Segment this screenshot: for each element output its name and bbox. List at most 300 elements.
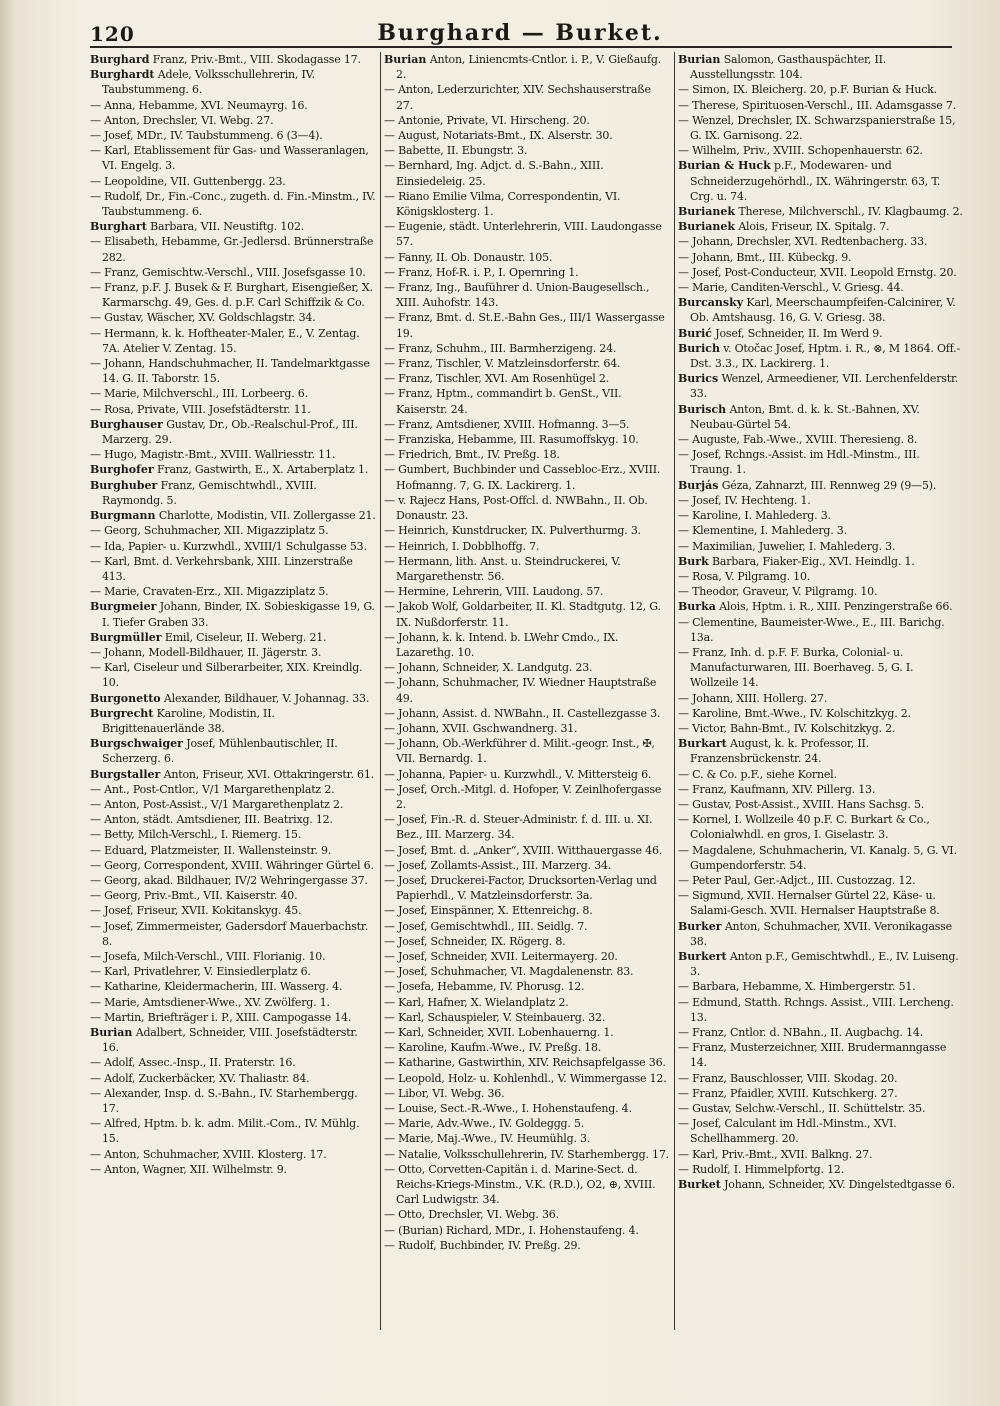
entry-text: — Franz, Tischler, XVI. Am Rosenhügel 2.: [384, 372, 609, 386]
entry-text: — Anton, Schuhmacher, XVIII. Klosterg. 17.: [90, 1147, 327, 1161]
entry-surname: Burghard: [90, 53, 150, 66]
entry-text: — Auguste, Fab.-Wwe., XVIII. Theresieng. 8.: [678, 433, 918, 447]
directory-entry: [678, 569, 964, 584]
directory-entry: [384, 82, 670, 112]
entry-surname: Burić: [678, 326, 712, 340]
entry-text: — Leopold, Holz- u. Kohlenhdl., V. Wimmergasse 12.: [384, 1071, 667, 1085]
entry-text: — Clementine, Baumeister-Wwe., E., III. Barichg. 13a.: [678, 615, 945, 644]
directory-entry: [90, 584, 376, 599]
directory-entry: [384, 143, 670, 158]
directory-entry: [678, 143, 964, 158]
entry-surname: Burket: [678, 1178, 721, 1192]
directory-entry: [678, 721, 964, 736]
entry-text: Emil, Ciseleur, II. Weberg. 21.: [164, 630, 327, 644]
entry-text: — Barbara, Hebamme, X. Himbergerstr. 51.: [678, 980, 916, 994]
directory-entry: [90, 554, 376, 584]
directory-entry: [678, 402, 964, 432]
directory-entry: [384, 493, 670, 523]
directory-entry: [384, 599, 670, 629]
directory-entry: [384, 310, 670, 340]
directory-entry: [384, 128, 670, 143]
entry-text: — Josef, Zimmermeister, Gadersdorf Mauerbachstr. 8.: [90, 919, 369, 948]
entry-surname: Burghuber: [90, 478, 158, 492]
entry-text: — (Burian) Richard, MDr., I. Hohenstaufeng. 4.: [384, 1223, 639, 1237]
entry-text: Josef, Mühlenbautischler, II. Scherzerg. 6.: [102, 737, 338, 766]
directory-entry: [384, 52, 670, 82]
directory-entry: [90, 797, 376, 812]
entry-text: Franz, Priv.-Bmt., VIII. Skodagasse 17.: [152, 53, 361, 66]
directory-entry: [90, 1162, 376, 1177]
entry-text: — Josef, Rchngs.-Assist. im Hdl.-Minstm., III. Traung. 1.: [678, 448, 920, 477]
entry-surname: Burkert: [678, 949, 727, 963]
entry-text: p.F., Modewaren- und Schneiderzugehörhdl., IX. Währingerstr. 63, T. Crg. u. 74.: [690, 159, 941, 203]
entry-text: — Karl, Schauspieler, V. Steinbauerg. 32.: [384, 1010, 606, 1024]
entry-text: — Otto, Drechsler, VI. Webg. 36.: [384, 1208, 559, 1222]
directory-entry: [678, 326, 964, 341]
directory-entry: [678, 98, 964, 113]
directory-entry: [90, 660, 376, 690]
directory-entry: [90, 1086, 376, 1116]
entry-text: — Franz, Pfaidler, XVIII. Kutschkerg. 27.: [678, 1086, 898, 1100]
entry-text: — Franziska, Hebamme, III. Rasumoffskyg. 10.: [384, 433, 639, 447]
directory-entry: [90, 326, 376, 356]
entry-text: — v. Rajecz Hans, Post-Offcl. d. NWBahn., II. Ob. Donaustr. 23.: [384, 493, 648, 523]
directory-entry: [384, 584, 670, 599]
entry-surname: Burgonetto: [90, 691, 161, 705]
entry-text: — Katharine, Kleidermacherin, III. Wasserg. 4.: [90, 980, 343, 994]
entry-text: — Karoline, Kaufm.-Wwe., IV. Preßg. 18.: [384, 1041, 602, 1055]
directory-entry: [384, 964, 670, 979]
directory-entry: [90, 447, 376, 462]
entry-text: — Ant., Post-Cntlor., V/1 Margarethenplatz 2.: [90, 782, 335, 796]
directory-entry: [678, 234, 964, 249]
entry-text: Josef, Schneider, II. Im Werd 9.: [715, 326, 883, 340]
entry-text: — Josef, Bmt. d. „Anker“, XVIII. Witthauergasse 46.: [384, 843, 663, 857]
directory-entry: [384, 782, 670, 812]
entry-text: Anton, Bmt. d. k. k. St.-Bahnen, XV. Neubau-Gürtel 54.: [690, 402, 920, 431]
entry-text: — Hermine, Lehrerin, VIII. Laudong. 57.: [384, 585, 604, 599]
entry-text: — Rosa, Private, VIII. Josefstädterstr. 11.: [90, 402, 311, 416]
page-title: Burghard — Burket.: [377, 20, 663, 46]
directory-entry: [90, 827, 376, 842]
entry-text: — Franz, Kaufmann, XIV. Pillerg. 13.: [678, 782, 876, 796]
entry-surname: Burisch: [678, 402, 727, 416]
entry-text: — Natalie, Volksschullehrerin, IV. Starhembergg. 17.: [384, 1147, 669, 1161]
entry-text: Johann, Binder, IX. Sobieskigasse 19, G. I. Tiefer Graben 33.: [102, 600, 375, 629]
directory-entry: [678, 1040, 964, 1070]
entry-text: — Simon, IX. Bleicherg. 20, p.F. Burian & Huck.: [678, 83, 937, 97]
directory-entry: [384, 1010, 670, 1025]
entry-text: — Franz, Ing., Bauführer d. Union-Baugesellsch., XIII. Auhofstr. 143.: [384, 281, 650, 310]
entry-surname: Burian & Huck: [678, 159, 771, 173]
entry-text: — Johanna, Papier- u. Kurzwhdl., V. Mittersteig 6.: [384, 767, 652, 781]
directory-entry: [384, 341, 670, 356]
entry-text: — Anna, Hebamme, XVI. Neumayrg. 16.: [90, 98, 308, 112]
entry-text: — Karl, Bmt. d. Verkehrsbank, XIII. Linzerstraße 413.: [90, 554, 353, 583]
entry-text: — Josef, Schneider, IX. Rögerg. 8.: [384, 934, 566, 948]
directory-entry: [90, 691, 376, 706]
entry-text: — Josef, Fin.-R. d. Steuer-Administr. f. d. III. u. XI. Bez., III. Marzerg. 34.: [384, 813, 653, 842]
entry-surname: Burjás: [678, 478, 719, 492]
entry-text: — Fanny, II. Ob. Donaustr. 105.: [384, 250, 553, 264]
entry-text: — Libor, VI. Webg. 36.: [384, 1086, 505, 1100]
directory-entry: [678, 523, 964, 538]
directory-entry: [678, 979, 964, 994]
directory-entry: [90, 1010, 376, 1025]
directory-entry: [384, 539, 670, 554]
entry-text: — Johann, Schneider, X. Landgutg. 23.: [384, 661, 593, 675]
entry-text: — Alexander, Insp. d. S.-Bahn., IV. Starhembergg. 17.: [90, 1086, 358, 1116]
entry-text: — Heinrich, Kunstdrucker, IX. Pulverthurmg. 3.: [384, 524, 641, 538]
directory-entry: [384, 1223, 670, 1238]
entry-text: Franz, Gastwirth, E., X. Artaberplatz 1.: [156, 463, 369, 477]
entry-text: — Rudolf, Buchbinder, IV. Preßg. 29.: [384, 1238, 581, 1252]
directory-entry: [678, 615, 964, 645]
directory-entry: [90, 128, 376, 143]
directory-entry: [678, 204, 964, 219]
entry-text: — Maximilian, Juwelier, I. Mahlederg. 3.: [678, 539, 896, 553]
directory-entry: [90, 995, 376, 1010]
entry-text: Anton, Schuhmacher, XVII. Veronikagasse 38.: [690, 919, 952, 948]
directory-entry: [90, 1071, 376, 1086]
entry-text: Anton, Liniencmts-Cntlor. i. P., V. Gießaufg. 2.: [396, 53, 661, 82]
directory-entry: [90, 539, 376, 554]
directory-entry: [90, 478, 376, 508]
entry-text: — Karl, Priv.-Bmt., XVII. Balkng. 27.: [678, 1147, 873, 1161]
column-1: [90, 52, 376, 1352]
entry-surname: Burianek: [678, 220, 736, 234]
entry-text: — Therese, Spirituosen-Verschl., III. Adamsgasse 7.: [678, 98, 956, 112]
directory-entry: [90, 113, 376, 128]
entry-text: — Gumbert, Buchbinder und Cassebloc-Erz., XVIII. Hofmanng. 7, G. IX. Lackirerg. 1.: [384, 463, 661, 492]
directory-entry: [678, 1086, 964, 1101]
directory-entry: [384, 1147, 670, 1162]
directory-entry: [384, 280, 670, 310]
directory-entry: [90, 356, 376, 386]
directory-entry: [384, 736, 670, 766]
entry-surname: Burghauser: [90, 417, 163, 431]
entry-text: — Ida, Papier- u. Kurzwhdl., XVIII/1 Schulgasse 53.: [90, 539, 367, 553]
entry-text: — Johann, Schuhmacher, IV. Wiedner Hauptstraße 49.: [384, 676, 657, 705]
directory-entry: [90, 843, 376, 858]
entry-surname: Burgmeier: [90, 600, 157, 614]
directory-entry: [384, 706, 670, 721]
entry-text: Anton, Friseur, XVI. Ottakringerstr. 61.: [163, 767, 374, 781]
entry-text: August, k. k. Professor, II. Franzensbrückenstr. 24.: [690, 737, 869, 766]
entry-text: Gustav, Dr., Ob.-Realschul-Prof., III. Marzerg. 29.: [102, 417, 358, 447]
directory-entry: [678, 767, 964, 782]
directory-entry: [384, 1086, 670, 1101]
entry-text: — Marie, Maj.-Wwe., IV. Heumühlg. 3.: [384, 1132, 591, 1146]
directory-entry: [384, 158, 670, 188]
directory-entry: [678, 949, 964, 979]
directory-entry: [678, 1071, 964, 1086]
entry-surname: Burics: [678, 372, 719, 386]
entry-text: Charlotte, Modistin, VII. Zollergasse 21.: [158, 509, 376, 523]
header-rule: [90, 46, 952, 48]
directory-entry: [90, 280, 376, 310]
entry-text: — Anton, Post-Assist., V/1 Margarethenplatz 2.: [90, 797, 344, 811]
entry-text: Géza, Zahnarzt, III. Rennweg 29 (9—5).: [721, 478, 937, 492]
directory-entry: [90, 219, 376, 234]
entry-text: — Franz, Hptm., commandirt b. GenSt., VII. Kaiserstr. 24.: [384, 387, 622, 416]
entry-text: Salomon, Gasthauspächter, II. Ausstellungsstr. 104.: [690, 53, 887, 82]
entry-text: — Jakob Wolf, Goldarbeiter, II. Kl. Stadtgutg. 12, G. IX. Nußdorferstr. 11.: [384, 600, 661, 629]
entry-text: — Josef, Calculant im Hdl.-Minstm., XVI. Schellhammerg. 20.: [678, 1117, 897, 1146]
directory-entry: [384, 873, 670, 903]
entry-text: — Peter Paul, Ger.-Adjct., III. Custozzag. 12.: [678, 873, 916, 887]
entry-surname: Burghardt: [90, 68, 155, 82]
entry-text: — Eduard, Platzmeister, II. Wallensteinstr. 9.: [90, 843, 332, 857]
directory-entry: [384, 250, 670, 265]
entry-text: — C. & Co. p.F., siehe Kornel.: [678, 767, 837, 781]
entry-text: — Josef, Orch.-Mitgl. d. Hofoper, V. Zeinlhofergasse 2.: [384, 782, 662, 811]
entry-text: — Leopoldine, VII. Guttenbergg. 23.: [90, 174, 286, 188]
entry-text: — Johann, Ob.-Werkführer d. Milit.-geogr. Inst., ✠, VII. Bernardg. 1.: [384, 737, 655, 766]
entry-text: — Karl, Ciseleur und Silberarbeiter, XIX. Kreindlg. 10.: [90, 661, 363, 690]
entry-surname: Burgstaller: [90, 767, 161, 781]
entry-text: — Franz, Bmt. d. St.E.-Bahn Ges., III/1 Wassergasse 19.: [384, 311, 665, 340]
directory-entry: [384, 903, 670, 918]
entry-text: — Josef, IV. Hechteng. 1.: [678, 493, 811, 507]
directory-entry: [678, 888, 964, 918]
entry-surname: Burghart: [90, 220, 147, 234]
entry-text: v. Otočac Josef, Hptm. i. R., ⊗, M 1864. Off.-Dst. 3.3., IX. Lackirerg. 1.: [690, 341, 960, 371]
directory-entry: [384, 1116, 670, 1131]
directory-entry: [678, 1101, 964, 1116]
entry-text: — Antonie, Private, VI. Hirscheng. 20.: [384, 113, 590, 127]
directory-entry: [384, 934, 670, 949]
entry-text: — Johann, k. k. Intend. b. LWehr Cmdo., IX. Lazarethg. 10.: [384, 630, 619, 659]
entry-text: — Gustav, Wäscher, XV. Goldschlagstr. 34.: [90, 311, 316, 325]
entry-text: — Wenzel, Drechsler, IX. Schwarzspanierstraße 15, G. IX. Garnisong. 22.: [678, 113, 956, 143]
column-2: [384, 52, 670, 1352]
entry-text: — Wilhelm, Priv., XVIII. Schopenhauerstr. 62.: [678, 144, 923, 158]
entry-text: — Josefa, Milch-Verschl., VIII. Florianig. 10.: [90, 949, 326, 963]
directory-entry: [678, 843, 964, 873]
entry-text: — Franz, Gemischtw.-Verschl., VIII. Josefsgasse 10.: [90, 265, 366, 279]
entry-text: — Georg, Schuhmacher, XII. Migazziplatz 5.: [90, 524, 329, 538]
directory-entry: [90, 645, 376, 660]
entry-text: — Franz, Cntlor. d. NBahn., II. Augbachg. 14.: [678, 1026, 924, 1039]
directory-entry: [678, 219, 964, 234]
directory-entry: [384, 995, 670, 1010]
entry-text: — Theodor, Graveur, V. Pilgramg. 10.: [678, 585, 878, 599]
column-divider: [674, 52, 675, 1330]
directory-entry: [90, 1147, 376, 1162]
entry-text: — Heinrich, I. Dobblhoffg. 7.: [384, 539, 540, 553]
directory-entry: [90, 888, 376, 903]
directory-entry: [90, 858, 376, 873]
directory-entry: [678, 599, 964, 614]
entry-text: — Rosa, V. Pilgramg. 10.: [678, 569, 811, 583]
entry-text: — Victor, Bahn-Bmt., IV. Kolschitzkyg. 2.: [678, 721, 896, 735]
directory-entry: [678, 539, 964, 554]
directory-entry: [678, 1116, 964, 1146]
entry-text: — Bernhard, Ing. Adjct. d. S.-Bahn., XIII. Einsiedeleig. 25.: [384, 159, 604, 188]
directory-entry: [384, 1025, 670, 1040]
entry-text: — Hermann, lith. Anst. u. Steindruckerei, V. Margarethenstr. 56.: [384, 554, 621, 583]
entry-surname: Burian: [678, 53, 721, 66]
directory-entry: [384, 432, 670, 447]
entry-text: — Marie, Cravaten-Erz., XII. Migazziplatz 5.: [90, 585, 329, 599]
entry-text: — Katharine, Gastwirthin, XIV. Reichsapfelgasse 36.: [384, 1056, 666, 1070]
entry-text: — Klementine, I. Mahlederg. 3.: [678, 524, 847, 538]
directory-entry: [678, 508, 964, 523]
directory-entry: [384, 630, 670, 660]
entry-surname: Burghofer: [90, 463, 154, 477]
entry-surname: Burgschwaiger: [90, 737, 183, 751]
directory-entry: [678, 250, 964, 265]
entry-text: — Johann, Modell-Bildhauer, II. Jägerstr. 3.: [90, 645, 322, 659]
entry-surname: Burian: [90, 1026, 133, 1039]
directory-entry: [678, 584, 964, 599]
entry-text: Anton p.F., Gemischtwhdl., E., IV. Luiseng. 3.: [690, 949, 959, 979]
directory-entry: [384, 858, 670, 873]
entry-surname: Burich: [678, 341, 720, 355]
entry-text: Johann, Schneider, XV. Dingelstedtgasse 6.: [724, 1178, 955, 1192]
directory-entry: [384, 812, 670, 842]
directory-entry: [90, 706, 376, 736]
entry-text: — Adolf, Zuckerbäcker, XV. Thaliastr. 84.: [90, 1071, 310, 1085]
entry-text: — Franz, Schuhm., III. Barmherzigeng. 24.: [384, 341, 617, 355]
page-number: 120: [90, 22, 135, 46]
directory-entry: [90, 949, 376, 964]
directory-entry: [90, 1025, 376, 1055]
entry-text: Therese, Milchverschl., IV. Klagbaumg. 2.: [738, 205, 963, 219]
entry-text: — Johann, Assist. d. NWBahn., II. Castellezgasse 3.: [384, 706, 661, 720]
directory-entry: [90, 964, 376, 979]
directory-entry: [90, 402, 376, 417]
directory-entry: [90, 903, 376, 918]
directory-entry: [90, 265, 376, 280]
entry-text: — Alfred, Hptm. b. k. adm. Milit.-Com., IV. Mühlg. 15.: [90, 1117, 360, 1146]
entry-text: — Rudolf, Dr., Fin.-Conc., zugeth. d. Fin.-Minstm., IV. Taubstummeng. 6.: [90, 189, 376, 219]
entry-text: Franz, Gemischtwhdl., XVIII. Raymondg. 5.: [102, 478, 317, 507]
entry-text: — Babette, II. Ebungstr. 3.: [384, 144, 528, 158]
directory-entry: [90, 174, 376, 189]
page-header: [90, 18, 950, 54]
entry-text: — Magdalene, Schuhmacherin, VI. Kanalg. 5, G. VI. Gumpendorferstr. 54.: [678, 843, 957, 872]
entry-text: — Sigmund, XVII. Hernalser Gürtel 22, Käse- u. Salami-Gesch. XVII. Hernalser Hauptstraße 8.: [678, 889, 940, 918]
directory-entry: [90, 767, 376, 782]
directory-entry: [90, 873, 376, 888]
directory-entry: [384, 265, 670, 280]
entry-text: Alexander, Bildhauer, V. Johannag. 33.: [163, 691, 370, 705]
entry-text: — Josef, Druckerei-Factor, Drucksorten-Verlag und Papierhdl., V. Matzleinsdorferstr. 3a.: [384, 873, 657, 903]
directory-entry: [678, 82, 964, 97]
entry-surname: Burgrecht: [90, 706, 154, 720]
directory-entry: [678, 812, 964, 842]
entry-text: — Johann, XVII. Gschwandnerg. 31.: [384, 721, 578, 735]
entry-text: — Hugo, Magistr.-Bmt., XVIII. Wallriesstr. 11.: [90, 448, 336, 462]
directory-entry: [678, 706, 964, 721]
entry-text: Alois, Hptm. i. R., XIII. Penzingerstraße 66.: [719, 600, 953, 614]
directory-entry: [678, 432, 964, 447]
directory-entry: [384, 919, 670, 934]
directory-entry: [678, 782, 964, 797]
directory-entry: [678, 691, 964, 706]
directory-entry: [90, 782, 376, 797]
entry-text: — Karl, Etablissement für Gas- und Wasseranlagen, VI. Engelg. 3.: [90, 144, 369, 173]
entry-surname: Burker: [678, 919, 722, 933]
entry-text: — Josef, Post-Conducteur, XVII. Leopold Ernstg. 20.: [678, 265, 957, 279]
directory-entry: [90, 234, 376, 264]
entry-text: Barbara, VII. Neustiftg. 102.: [150, 220, 305, 234]
directory-entry: [384, 554, 670, 584]
entry-text: Barbara, Fiaker-Eig., XVI. Heindlg. 1.: [712, 554, 915, 568]
entry-text: — Johann, XIII. Hollerg. 27.: [678, 691, 828, 705]
directory-entry: [678, 113, 964, 143]
directory-entry: [384, 1162, 670, 1208]
entry-text: — Anton, Lederzurichter, XIV. Sechshauserstraße 27.: [384, 83, 651, 112]
directory-entry: [384, 371, 670, 386]
directory-entry: [678, 295, 964, 325]
directory-entry: [384, 949, 670, 964]
directory-entry: [384, 1131, 670, 1146]
directory-entry: [678, 493, 964, 508]
directory-entry: [90, 919, 376, 949]
directory-entry: [90, 462, 376, 477]
directory-entry: [90, 508, 376, 523]
directory-entry: [384, 979, 670, 994]
entry-text: — Karoline, Bmt.-Wwe., IV. Kolschitzkyg. 2.: [678, 706, 911, 720]
directory-entry: [678, 645, 964, 691]
entry-surname: Burian: [384, 53, 427, 66]
entry-text: — Kornel, I. Wollzeile 40 p.F. C. Burkart & Co., Colonialwhdl. en gros, I. Giselastr. 3.: [678, 813, 930, 842]
directory-entry: [90, 98, 376, 113]
entry-text: — Karl, Schneider, XVII. Lobenhauerng. 1.: [384, 1026, 614, 1039]
entry-text: — Franz, Bauschlosser, VIII. Skodag. 20.: [678, 1071, 898, 1085]
directory-entry: [90, 143, 376, 173]
entry-text: — Gustav, Selchw.-Verschl., II. Schüttelstr. 35.: [678, 1102, 926, 1116]
entry-text: — Johann, Handschuhmacher, II. Tandelmarktgasse 14. G. II. Taborstr. 15.: [90, 357, 370, 386]
directory-entry: [90, 386, 376, 401]
entry-text: — Martin, Briefträger i. P., XIII. Campogasse 14.: [90, 1010, 352, 1024]
entry-surname: Burka: [678, 600, 716, 614]
directory-entry: [678, 447, 964, 477]
directory-entry: [384, 386, 670, 416]
directory-entry: [384, 1238, 670, 1253]
directory-entry: [384, 523, 670, 538]
entry-text: Karl, Meerschaumpfeifen-Calcinirer, V. Ob. Amtshausg. 16, G. V. Griesg. 38.: [690, 296, 956, 325]
directory-entry: [384, 417, 670, 432]
entry-text: — Josef, Schneider, XVII. Leitermayerg. 20.: [384, 949, 618, 963]
directory-entry: [90, 1116, 376, 1146]
directory-entry: [384, 462, 670, 492]
entry-surname: Burgmann: [90, 509, 156, 523]
entry-text: — Gustav, Post-Assist., XVIII. Hans Sachsg. 5.: [678, 797, 925, 811]
entry-surname: Burk: [678, 554, 709, 568]
entry-text: — Josef, Friseur, XVII. Kokitanskyg. 45.: [90, 904, 302, 918]
entry-text: — Karl, Privatlehrer, V. Einsiedlerplatz 6.: [90, 965, 311, 979]
directory-entry: [678, 554, 964, 569]
directory-entry: [384, 189, 670, 219]
entry-text: — Louise, Sect.-R.-Wwe., I. Hohenstaufeng. 4.: [384, 1102, 632, 1116]
entry-text: — Anton, städt. Amtsdiener, III. Beatrixg. 12.: [90, 813, 333, 827]
directory-entry: [384, 767, 670, 782]
entry-text: — Marie, Adv.-Wwe., IV. Goldeggg. 5.: [384, 1117, 585, 1131]
entry-text: — Marie, Amtsdiener-Wwe., XV. Zwölferg. 1.: [90, 995, 330, 1009]
directory-entry: [384, 1101, 670, 1116]
entry-text: — Josef, Gemischtwhdl., III. Seidlg. 7.: [384, 919, 588, 933]
directory-entry: [384, 356, 670, 371]
entry-text: Wenzel, Armeediener, VII. Lerchenfelderstr. 33.: [690, 372, 959, 401]
scan-edge: [0, 0, 18, 1406]
directory-entry: [384, 1207, 670, 1222]
directory-entry: [678, 341, 964, 371]
directory-entry: [90, 812, 376, 827]
